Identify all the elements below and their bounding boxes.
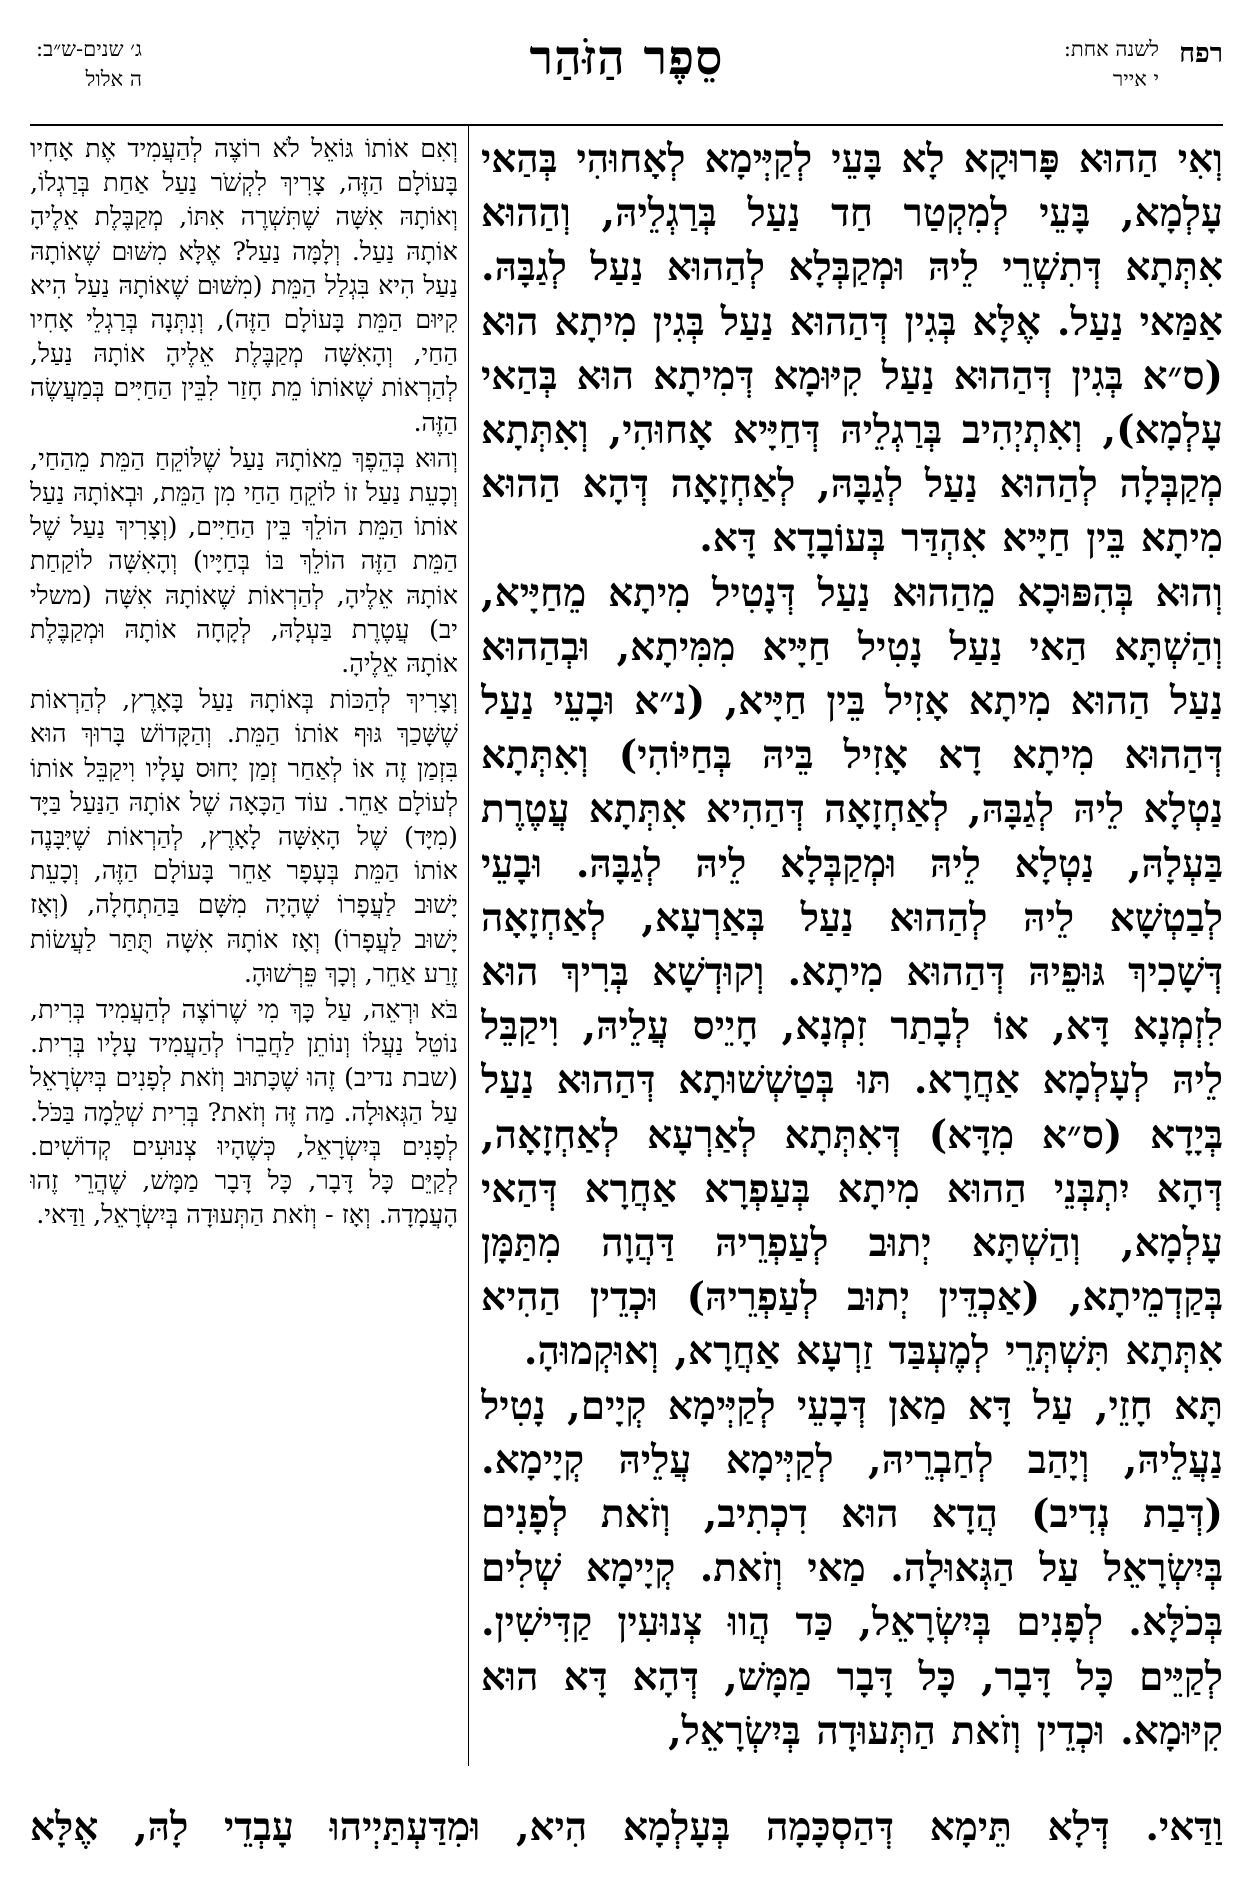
header-schedule-left [36, 34, 142, 94]
main-paragraph: תָּא חָזֵי, עַל דָּא מַאן דְּבָעֵי לְקַיְּימָא קְיָים, נָטִיל נַעֲלֵיהּ, וְיָהַב לְחַבְרֵיהּ, לְקַיְּימָא עֲלֵיהּ קְיָימָא. (דְּבַת נְדִיב) הֲדָא הוּא דִכְתִיב, וְזֹאת לְפָנִים בְּיִשְׂרָאֵל עַל הַגְּאוּלָה. מַאי וְזֹאת. קְיָימָא שְׁלִים בְּכֹלָּא. לְפָנִים בְּיִשְׂרָאֵל, כַּד הֲווּ צְנוּעִין קַדִּישִׁין. לְקַיֵּים כָּל דָּבָר, כָּל דָּבָר מַמָּשׁ, דְּהָא דָּא הוּא קִיּוּמָא. וּכְדֵין וְזֹאת הַתְּעוּדָה בְּיִשְׂרָאֵל, [481, 1382, 1223, 1754]
translation-column [30, 132, 458, 1768]
column-divider [468, 124, 469, 1766]
translation-paragraph: וְצָרִיךְ לְהַכּוֹת בְּאוֹתָהּ נַעַל בָּאָרֶץ, לְהַרְאוֹת שֶׁשָּׁכַךְ גּוּף אוֹתוֹ הַמֵּת. וְהַקָּדוֹשׁ בָּרוּךְ הוּא בִּזְמַן זֶה אוֹ לְאַחַר זְמַן יָחוּס עָלָיו וִיקַבֵּל אוֹתוֹ לְעוֹלָם אַחֵר. עוֹד הַכָּאָה שֶׁל אוֹתָהּ הַנַּעַל בַּיָּד (מִיָּד) שֶׁל הָאִשָּׁה לָאָרֶץ, לְהַרְאוֹת שֶׁיִּבָּנֶה אוֹתוֹ הַמֵּת בְּעָפָר אַחֵר בָּעוֹלָם הַזֶּה, וְכָעֵת יָשׁוּב לַעֲפָרוֹ שֶׁהָיָה מִשָּׁם בַּהַתְחָלָה, (וְאָז יָשׁוּב לַעֲפָרוֹ) וְאָז אוֹתָהּ אִשָּׁה תֻּתַּר לַעֲשׂוֹת זֶרַע אַחֵר, וְכָךְ פֵּרְשׁוּהָ. [30, 685, 458, 989]
main-aramaic-column [481, 132, 1223, 1768]
main-paragraph: וְאִי הַהוּא פָּרוּקָא לָא בָּעֵי לְקַיְּימָא לְאָחוּהִי בְּהַאי עָלְמָא, בָּעֵי לְמִקְטַר חַד נַעַל בְּרַגְלֵיהּ, וְהַהוּא אִתְּתָא דְּתִשְׁרֵי לֵיהּ וּמְקַבְּלָא לְהַהוּא נַעַל לְגַבָּהּ. אַמַּאי נַעַל. אֶלָּא בְּגִין דְּהַהוּא נַעַל בְּגִין מִיתָא הוּא (ס״א בְּגִין דְּהַהוּא נַעַל קִיּוּמָא דְּמִיתָא הוּא בְּהַאי עָלְמָא), וְאִתְיְהִיב בְּרַגְלֵיהּ דְּחַיָּיא אָחוּהִי, וְאִתְּתָא מְקַבְּלָה לְהַהוּא נַעַל לְגַבָּהּ, לְאַחְזָאָה דְּהָא הַהוּא מִיתָא בֵּין חַיָּיא אִהְדַּר בְּעוֹבָדָא דָּא. [481, 136, 1223, 562]
header-rule [30, 124, 1223, 126]
header-right-bottom: י אייר [1112, 67, 1159, 91]
document-page [30, 28, 1223, 1858]
page-number: רפח [1179, 38, 1223, 69]
full-width-closing-line: וַדַּאי. דְּלָא תֵּימָא דְּהַסְכָּמָה בְּעָלְמָא הִיא, וּמִדַּעְתַּיְיהוּ עָבְדֵי לָהּ, אֶלָּא [30, 1804, 1223, 1850]
page-header [30, 28, 1223, 124]
translation-paragraph: וְהוּא בְּהֵפֶךְ מֵאוֹתָהּ נַעַל שֶׁלּוֹקֵחַ הַמֵּת מֵהַחַי, וְכָעֵת נַעַל זוֹ לוֹקֵחַ הַחַי מִן הַמֵּת, וּבְאוֹתָהּ נַעַל אוֹתוֹ הַמֵּת הוֹלֵךְ בֵּין הַחַיִּים, (וְצָרִיךְ נַעַל שֶׁל הַמֵּת הַזֶּה הוֹלֵךְ בּוֹ בְּחַיָּיו) וְהָאִשָּׁה לוֹקַחַת אוֹתָהּ אֵלֶיהָ, לְהַרְאוֹת שֶׁאוֹתָהּ אִשָּׁה (משלי יב) עֲטֶרֶת בַּעְלָהּ, לְקָחָה אוֹתָהּ וּמְקַבֶּלֶת אוֹתָהּ אֵלֶיהָ. [30, 443, 458, 680]
main-paragraph: וְהוּא בְּהִפּוּכָא מֵהַהוּא נַעַל דְּנָטִיל מִיתָא מֵחַיָּיא, וְהַשְׁתָּא הַאי נַעַל נָטִיל חַיָּיא מִמִּיתָא, וּבְהַהוּא נַעַל הַהוּא מִיתָא אָזִיל בֵּין חַיָּיא, (נ״א וּבָעֵי נַעַל דְּהַהוּא מִיתָא דָא אָזִיל בֵּיהּ בְּחַיּוֹהִי) וְאִתְּתָא נַטְלָא לֵיהּ לְגַבָּהּ, לְאַחְזָאָה דְּהַהִיא אִתְּתָא עֲטֶרֶת בַּעְלָהּ, נַטְלָא לֵיהּ וּמְקַבְּלָא לֵיהּ לְגַבָּהּ. וּבָעֵי לְבַטְשָׁא לֵיהּ לְהַהוּא נַעַל בְּאַרְעָא, לְאַחְזָאָה דְּשָׁכִיךְ גּוּפֵיהּ דְּהַהוּא מִיתָא. וְקוּדְשָׁא בְּרִיךְ הוּא לִזְמְנָא דָּא, אוֹ לְבָתַר זִמְנָא, חָיֵיס עֲלֵיהּ, וִיקַבֵּל לֵיהּ לְעָלְמָא אַחֲרָא. תּוּ בְּטַשְׁשׁוּתָא דְּהַהוּא נַעַל בְּיָדָא (ס״א מִדָּא) דְּאִתְּתָא לְאַרְעָא לְאַחְזָאָה, דְּהָא יִתְבְּנֵי הַהוּא מִיתָא בְּעַפְרָא אַחֲרָא דְּהַאי עָלְמָא, וְהַשְׁתָּא יְתוּב לְעַפְרֵיהּ דַּהֲוָה מִתַּמָּן בְּקַדְמֵיתָא, (אַכְדֵּין יְתוּב לְעַפְרֵיהּ) וּכְדֵין הַהִיא אִתְּתָא תִּשְׁתְּרֵי לְמֶעְבַּד זַרְעָא אַחֲרָא, וְאוּקְמוּהָ. [481, 569, 1223, 1375]
translation-paragraph: בֹּא וּרְאֵה, עַל כָּךְ מִי שֶׁרוֹצֶה לְהַעֲמִיד בְּרִית, נוֹטֵל נַעֲלוֹ וְנוֹתֵן לַחֲבֵרוֹ לְהַעֲמִיד עָלָיו בְּרִית. (שבת נדיב) זֶהוּ שֶׁכָּתוּב וְזֹאת לְפָנִים בְּיִשְׂרָאֵל עַל הַגְּאוּלָה. מַה זֶּה וְזֹאת? בְּרִית שְׁלֵמָה בַּכֹּל. לְפָנִים בְּיִשְׂרָאֵל, כְּשֶׁהָיוּ צְנוּעִים קְדוֹשִׁים. לְקַיֵּם כָּל דָּבָר, כָּל דָּבָר מַמָּשׁ, שֶׁהֲרֵי זֶהוּ הָעֲמָדָה. וְאָז - וְזֹאת הַתְּעוּדָה בְּיִשְׂרָאֵל, וַדַּאי. [30, 995, 458, 1231]
header-right-top: לשנה אחת: [1063, 37, 1159, 61]
book-title: סֵפֶר הַזֹּהַר [529, 30, 724, 86]
translation-paragraph: וְאִם אוֹתוֹ גּוֹאֵל לֹא רוֹצֶה לְהַעֲמִיד אֶת אָחִיו בָּעוֹלָם הַזֶּה, צָרִיךְ לִקְשֹׁר נַעַל אַחַת בְּרַגְלוֹ, וְאוֹתָהּ אִשָּׁה שֶׁתִּשְׁרֶה אִתּוֹ, מְקַבֶּלֶת אֵלֶיהָ אוֹתָהּ נַעַל. וְלָמָּה נַעַל? אֶלָּא מִשּׁוּם שֶׁאוֹתָהּ נַעַל הִיא בִּגְלַל הַמֵּת (מִשּׁוּם שֶׁאוֹתָהּ נַעַל הִיא קִיּוּם הַמֵּת בָּעוֹלָם הַזֶּה), וְנִתְּנָה בְּרַגְלֵי אָחִיו הַחַי, וְהָאִשָּׁה מְקַבֶּלֶת אֵלֶיהָ אוֹתָהּ נַעַל, לְהַרְאוֹת שֶׁאוֹתוֹ מֵת חָזַר לִבֵּין הַחַיִּים בְּמַעֲשֶׂה הַזֶּה. [30, 134, 458, 438]
header-left-bottom: ה אלול [85, 67, 142, 91]
header-left-top: ג׳ שנים-ש״ב: [36, 37, 142, 61]
